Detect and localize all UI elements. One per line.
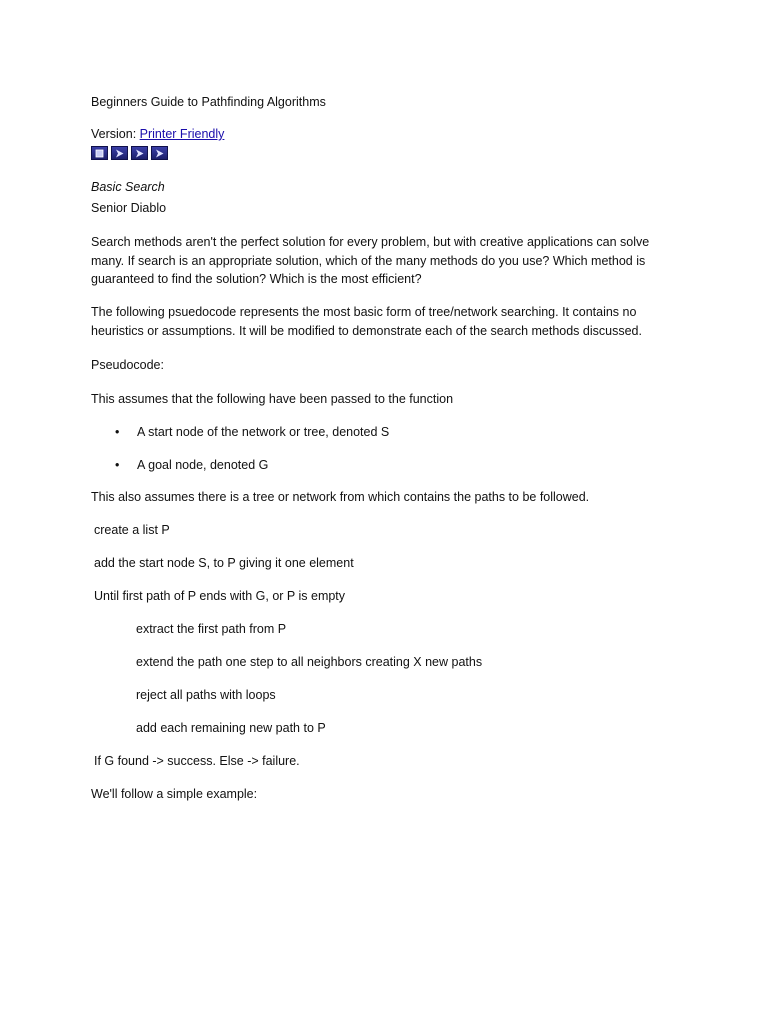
code-line: Until first path of P ends with G, or P is empty bbox=[94, 589, 346, 603]
intro-line: Search methods aren't the perfect solution for every problem, but with creative applications can solve bbox=[91, 235, 650, 249]
next-icon[interactable] bbox=[111, 146, 128, 160]
psuedocode-description bbox=[91, 303, 681, 340]
intro-paragraph bbox=[91, 233, 681, 289]
code-line: add each remaining new path to P bbox=[136, 721, 326, 735]
section-title: Basic Search bbox=[91, 180, 165, 194]
description-line: heuristics or assumptions. It will be modified to demonstrate each of the search methods discussed. bbox=[91, 323, 642, 338]
code-line: add the start node S, to P giving it one element bbox=[94, 556, 354, 570]
closing-text: We'll follow a simple example: bbox=[91, 787, 258, 801]
version-line bbox=[91, 126, 224, 142]
next-icon[interactable] bbox=[131, 146, 148, 160]
intro-line: many. If search is an appropriate solution, which of the many methods do you use? Which method is bbox=[91, 253, 646, 268]
also-assumes-text: This also assumes there is a tree or network from which contains the paths to be followed. bbox=[91, 490, 590, 504]
next-icon[interactable] bbox=[151, 146, 168, 160]
bullet-marker: • bbox=[115, 425, 120, 439]
code-line: create a list P bbox=[94, 523, 170, 537]
intro-line: guaranteed to find the solution? Which is the most efficient? bbox=[91, 272, 422, 286]
bullet-item: A goal node, denoted G bbox=[137, 458, 269, 472]
version-label: Version: bbox=[91, 127, 140, 141]
document-title: Beginners Guide to Pathfinding Algorithms bbox=[91, 95, 326, 109]
bullet-item: A start node of the network or tree, denoted S bbox=[137, 425, 390, 439]
bullet-marker: • bbox=[115, 458, 120, 472]
author-name: Senior Diablo bbox=[91, 201, 167, 215]
code-line: extract the first path from P bbox=[136, 622, 287, 636]
code-line: reject all paths with loops bbox=[136, 688, 276, 702]
code-line: extend the path one step to all neighbors creating X new paths bbox=[136, 655, 483, 669]
printer-friendly-link[interactable]: Printer Friendly bbox=[139, 127, 225, 141]
pseudocode-heading: Pseudocode: bbox=[91, 358, 164, 372]
home-icon[interactable] bbox=[91, 146, 108, 160]
code-line: If G found -> success. Else -> failure. bbox=[94, 754, 300, 768]
assumes-text: This assumes that the following have been passed to the function bbox=[91, 392, 454, 406]
nav-icon-strip bbox=[91, 146, 168, 160]
description-line: The following psuedocode represents the most basic form of tree/network searching. It contains no bbox=[91, 305, 637, 319]
